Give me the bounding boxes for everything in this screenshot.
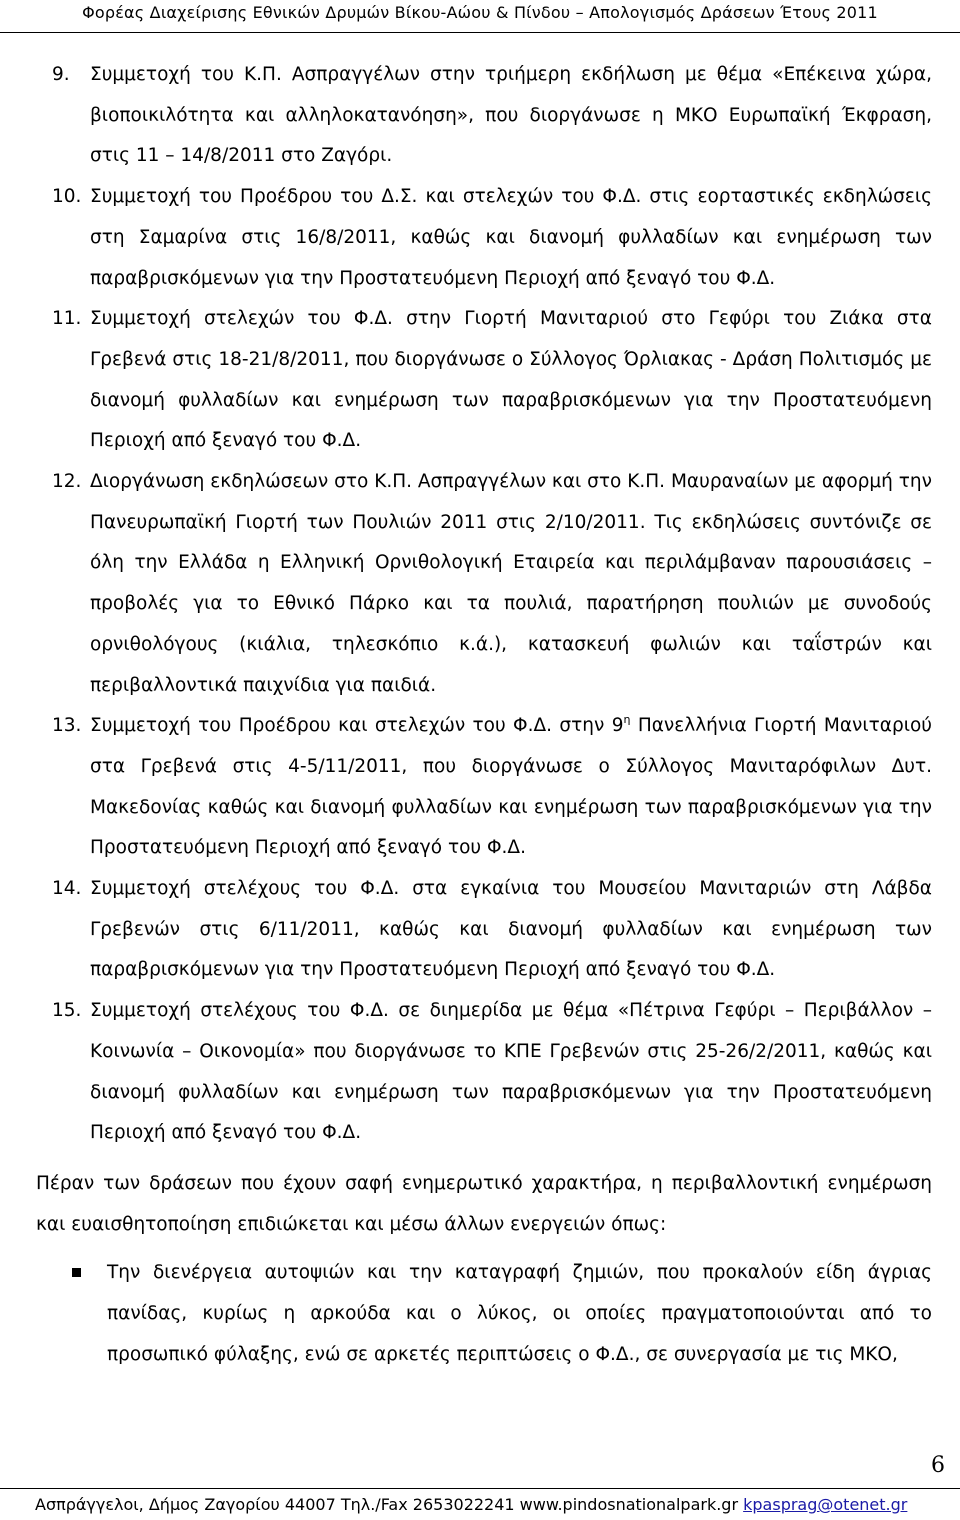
item-number: 11. xyxy=(52,308,82,330)
footer-address: Ασπράγγελοι, Δήμος Ζαγορίου 44007 Τηλ./Fax 2653022241 xyxy=(35,1495,520,1514)
item-number: 13. xyxy=(52,715,82,737)
footer-email-link[interactable]: kpasprag@otenet.gr xyxy=(743,1495,908,1514)
list-item xyxy=(0,991,960,1154)
item-number: 12. xyxy=(52,471,82,493)
item-number: 10. xyxy=(52,186,82,208)
ordinal-superscript: η xyxy=(623,713,631,727)
bullet-text: Την διενέργεια αυτοψιών και την καταγραφή ζημιών, που προκαλούν είδη άγριας πανίδας, κυρίως η αρκούδα και ο λύκος, οι οποίες πραγματοποιούνται από το προσωπικό φύλαξης, ενώ σε αρκετές περιπτώσεις ο Φ.Δ., σε συνεργασία με τις ΜΚΟ, xyxy=(107,1262,932,1365)
body-paragraph: Πέραν των δράσεων που έχουν σαφή ενημερωτικό χαρακτήρα, η περιβαλλοντική ενημέρωση και ευαισθητοποίηση επιδιώκεται και μέσω άλλων ενεργειών όπως: xyxy=(36,1172,932,1235)
item-text: Συμμετοχή στελεχών του Φ.Δ. στην Γιορτή Μανιταριού στο Γεφύρι του Ζιάκα στα Γρεβενά στις 18-21/8/2011, που διοργάνωσε ο Σύλλογος Όρλιακας - Δράση Πολιτισμός με διανομή φυλλαδίων και ενημέρωση των παραβρισκόμενων για την Προστατευόμενη Περιοχή από ξεναγό του Φ.Δ. xyxy=(90,308,932,452)
page-footer xyxy=(0,1488,960,1520)
footer-line xyxy=(35,1495,907,1514)
document-body xyxy=(0,55,960,1376)
item-text-end: Πανελλήνια Γιορτή Μανιταριού στα Γρεβενά στις 4-5/11/2011, που διοργάνωσε ο Σύλλογος Μανιταρόφιλων Δυτ. Μακεδονίας καθώς και διανομή φυλλαδίων και ενημέρωση των παραβρισκόμενων για την Προστατευόμενη Περιοχή από ξεναγό του Φ.Δ. xyxy=(90,715,933,859)
item-text: Συμμετοχή του Κ.Π. Ασπραγγέλων στην τριήμερη εκδήλωση με θέμα «Επέκεινα χώρα, βιοποικιλότητα και αλληλοκατανόηση», που διοργάνωσε η ΜΚΟ Ευρωπαϊκή Έκφραση, στις 11 – 14/8/2011 στο Ζαγόρι. xyxy=(90,64,932,167)
item-number: 15. xyxy=(52,1000,82,1022)
list-item xyxy=(0,299,960,462)
item-number: 9. xyxy=(52,64,70,85)
list-item xyxy=(0,869,960,991)
page-header xyxy=(0,0,960,33)
bullet-item xyxy=(0,1253,960,1375)
square-bullet-icon xyxy=(72,1268,81,1277)
footer-website: www.pindosnationalpark.gr xyxy=(519,1495,744,1514)
item-text: Διοργάνωση εκδηλώσεων στο Κ.Π. Ασπραγγέλων και στο Κ.Π. Μαυραναίων με αφορμή την Πανευρωπαϊκή Γιορτή των Πουλιών 2011 στις 2/10/2011. Τις εκδηλώσεις συντόνιζε σε όλη την Ελλάδα η Ελληνική Ορνιθολογική Εταιρεία και περιλάμβαναν παρουσιάσεις – προβολές για το Εθνικό Πάρκο και τα πουλιά, παρατήρηση πουλιών με συνοδούς ορνιθολόγους (κιάλια, τηλεσκόπιο κ.ά.), κατασκευή φωλιών και ταΐστρών και περιβαλλοντικά παιχνίδια για παιδιά. xyxy=(90,471,932,696)
list-item xyxy=(0,706,960,869)
item-text: Συμμετοχή στελέχους του Φ.Δ. στα εγκαίνια του Μουσείου Μανιταριών στη Λάβδα Γρεβενών στις 6/11/2011, καθώς και διανομή φυλλαδίων και ενημέρωση των παραβρισκόμενων για την Προστατευόμενη Περιοχή από ξεναγό του Φ.Δ. xyxy=(90,878,932,981)
list-item xyxy=(0,177,960,299)
list-item xyxy=(0,462,960,706)
item-text-start: Συμμετοχή του Προέδρου και στελεχών του Φ.Δ. στην 9 xyxy=(90,715,624,737)
page-number: 6 xyxy=(931,1453,945,1478)
header-title: Φορέας Διαχείρισης Εθνικών Δρυμών Βίκου-Αώου & Πίνδου – Απολογισμός Δράσεων Έτους 2011 xyxy=(82,3,878,22)
item-number: 14. xyxy=(52,878,82,900)
item-text: Συμμετοχή στελέχους του Φ.Δ. σε διημερίδα με θέμα «Πέτρινα Γεφύρι – Περιβάλλον – Κοινωνία – Οικονομία» που διοργάνωσε το ΚΠΕ Γρεβενών στις 25-26/2/2011, καθώς και διανομή φυλλαδίων και ενημέρωση των παραβρισκόμενων για την Προστατευόμενη Περιοχή από ξεναγό του Φ.Δ. xyxy=(90,1000,932,1144)
list-item xyxy=(0,55,960,177)
item-text: Συμμετοχή του Προέδρου του Δ.Σ. και στελεχών του Φ.Δ. στις εορταστικές εκδηλώσεις στη Σαμαρίνα στις 16/8/2011, καθώς και διανομή φυλλαδίων και ενημέρωση των παραβρισκόμενων για την Προστατευόμενη Περιοχή από ξεναγό του Φ.Δ. xyxy=(90,186,932,289)
